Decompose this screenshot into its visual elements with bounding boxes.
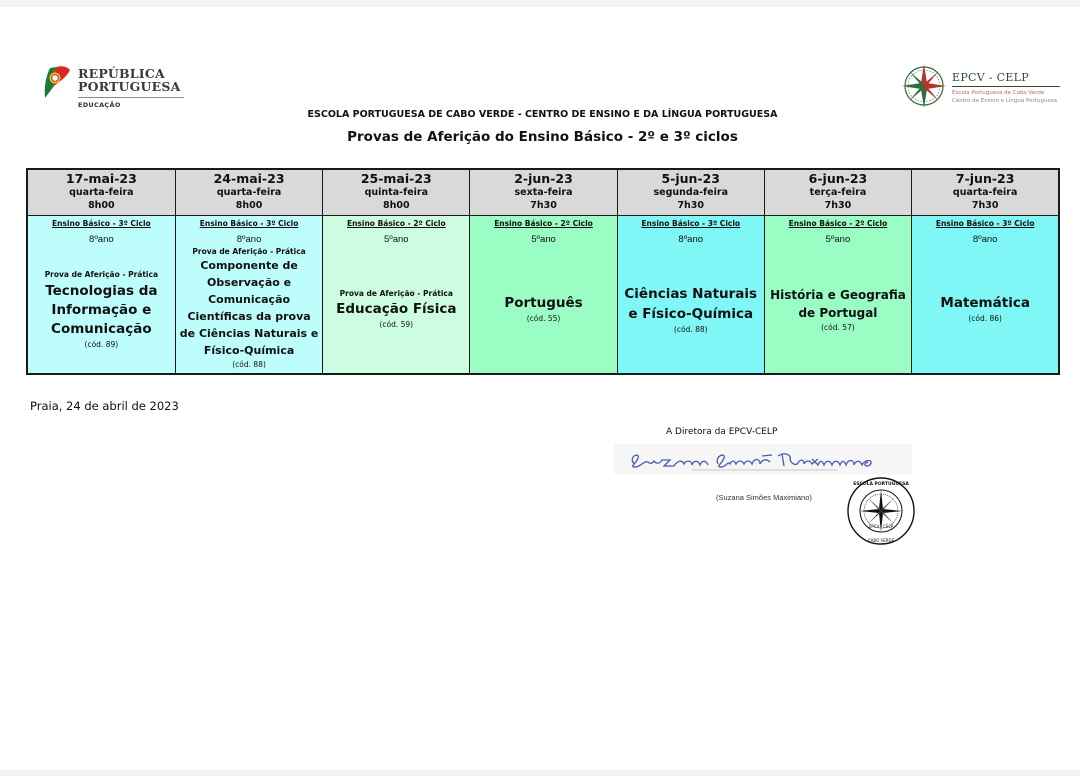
exam-code: (cód. 57): [821, 323, 855, 332]
column-header: [912, 170, 1058, 216]
signature: [614, 444, 912, 474]
school-year: 8ºano: [236, 234, 262, 245]
exam-code: (cód. 88): [673, 325, 708, 334]
column-header: [28, 170, 175, 216]
exam-weekday: quarta-feira: [952, 187, 1018, 198]
exam-time: 8h00: [383, 200, 410, 211]
place-and-date: Praia, 24 de abril de 2023: [30, 399, 179, 413]
exam-date: 17-mai-23: [65, 171, 137, 186]
exam-subject: História e Geografia de Portugal: [770, 288, 906, 320]
logo-rule: [952, 86, 1060, 87]
exam-subject: Ciências Naturais e Físico-Química: [624, 286, 758, 322]
exam-content: [323, 289, 469, 331]
school-stamp: [846, 476, 916, 546]
exam-schedule-table: [26, 168, 1060, 375]
svg-text:EPCV · CELP: EPCV · CELP: [868, 524, 894, 529]
schedule-column: [912, 170, 1058, 373]
exam-time: 8h00: [88, 200, 115, 211]
column-header: [470, 170, 617, 216]
exam-subject: Componente de Observação e Comunicação Científicas da prova de Ciências Naturais e Físico-Química: [179, 259, 319, 357]
school-seal-icon: [846, 476, 916, 546]
exam-time: 7h30: [677, 200, 705, 211]
column-body: [618, 216, 764, 373]
logo-line-2: PORTUGUESA: [78, 79, 181, 94]
education-level: Ensino Básico - 3º Ciclo: [52, 219, 151, 228]
exam-content: [912, 294, 1058, 325]
school-year: 5ºano: [825, 234, 851, 245]
exam-code: (cód. 55): [526, 314, 561, 323]
exam-subject: Educação Física: [336, 301, 457, 317]
exam-weekday: sexta-feira: [514, 187, 573, 198]
column-body: [765, 216, 912, 373]
exam-code: (cód. 86): [968, 314, 1002, 323]
column-header: [765, 170, 912, 216]
exam-type: Prova de Aferição - Prática: [339, 289, 453, 298]
exam-date: 24-mai-23: [213, 171, 285, 186]
portuguese-flag-icon: [42, 64, 74, 100]
schedule-column: [323, 170, 470, 373]
column-body: [912, 216, 1058, 373]
schedule-column: [765, 170, 913, 373]
logo-subtitle-2: Centro de Ensino e Língua Portuguesa: [952, 98, 1057, 104]
director-title: A Diretora da EPCV-CELP: [666, 427, 778, 437]
schedule-column: [470, 170, 618, 373]
school-year: 5ºano: [383, 234, 409, 245]
education-level: Ensino Básico - 2º Ciclo: [346, 219, 446, 228]
school-year: 8ºano: [678, 234, 704, 245]
compass-rose-icon: [900, 62, 948, 110]
handwritten-signature-icon: [626, 446, 906, 472]
logo-line-1: REPÚBLICA: [78, 66, 165, 81]
education-level: Ensino Básico - 2º Ciclo: [788, 219, 888, 228]
exam-code: (cód. 89): [84, 340, 119, 349]
exam-time: 7h30: [824, 200, 852, 211]
logo-title: EPCV - CELP: [952, 71, 1029, 84]
exam-weekday: quarta-feira: [69, 187, 134, 198]
exam-content: [765, 286, 912, 334]
exam-date: 6-jun-23: [808, 171, 868, 186]
exam-content: [28, 270, 175, 351]
exam-time: 8h00: [235, 200, 263, 211]
exam-type: Prova de Aferição - Prática: [192, 247, 306, 256]
bottom-band: [0, 770, 1080, 776]
republica-portuguesa-logo: [42, 64, 182, 112]
logo-subtitle-1: Escola Portuguesa de Cabo Verde: [952, 90, 1045, 96]
exam-subject: Português: [504, 295, 583, 311]
top-band: [0, 0, 1080, 7]
exam-subject: Tecnologias da Informação e Comunicação: [45, 283, 158, 337]
exam-content: [618, 284, 764, 336]
exam-date: 7-jun-23: [955, 171, 1015, 186]
education-level: Ensino Básico - 3º Ciclo: [935, 219, 1035, 228]
svg-text:ESCOLA PORTUGUESA: ESCOLA PORTUGUESA: [853, 482, 909, 487]
exam-date: 2-jun-23: [514, 171, 573, 186]
column-header: [323, 170, 469, 216]
exam-weekday: quarta-feira: [216, 187, 282, 198]
column-body: [28, 216, 175, 373]
director-name: (Suzana Simões Maximiano): [716, 493, 812, 502]
column-body: [176, 216, 323, 373]
school-year: 8ºano: [972, 234, 998, 245]
exam-time: 7h30: [530, 200, 557, 211]
exam-weekday: segunda-feira: [653, 187, 728, 198]
education-level: Ensino Básico - 3º Ciclo: [641, 219, 741, 228]
epcv-celp-logo: [900, 62, 1065, 112]
exam-content: [176, 247, 323, 370]
logo-subtitle: EDUCAÇÃO: [78, 101, 121, 109]
exam-weekday: terça-feira: [809, 187, 867, 198]
exam-date: 5-jun-23: [661, 171, 721, 186]
logo-rule: [78, 97, 184, 98]
column-header: [618, 170, 764, 216]
exam-weekday: quinta-feira: [364, 187, 428, 198]
exam-type: Prova de Aferição - Prática: [44, 270, 159, 279]
column-header: [176, 170, 323, 216]
exam-content: [470, 294, 617, 325]
exam-subject: Matemática: [940, 295, 1030, 311]
school-name: ESCOLA PORTUGUESA DE CABO VERDE - CENTRO DE ENSINO E DA LÍNGUA PORTUGUESA: [307, 109, 778, 120]
document-title: Provas de Aferição do Ensino Básico - 2º e 3º ciclos: [347, 129, 738, 145]
exam-date: 25-mai-23: [360, 171, 432, 186]
svg-text:CABO VERDE: CABO VERDE: [867, 538, 895, 543]
education-level: Ensino Básico - 2º Ciclo: [494, 219, 593, 228]
education-level: Ensino Básico - 3º Ciclo: [199, 219, 299, 228]
schedule-column: [176, 170, 324, 373]
exam-code: (cód. 59): [379, 320, 414, 329]
school-year: 5ºano: [531, 234, 556, 245]
schedule-column: [28, 170, 176, 373]
exam-time: 7h30: [971, 200, 999, 211]
exam-code: (cód. 88): [232, 360, 266, 369]
column-body: [470, 216, 617, 373]
schedule-column: [618, 170, 765, 373]
school-year: 8ºano: [89, 234, 114, 245]
column-body: [323, 216, 469, 373]
